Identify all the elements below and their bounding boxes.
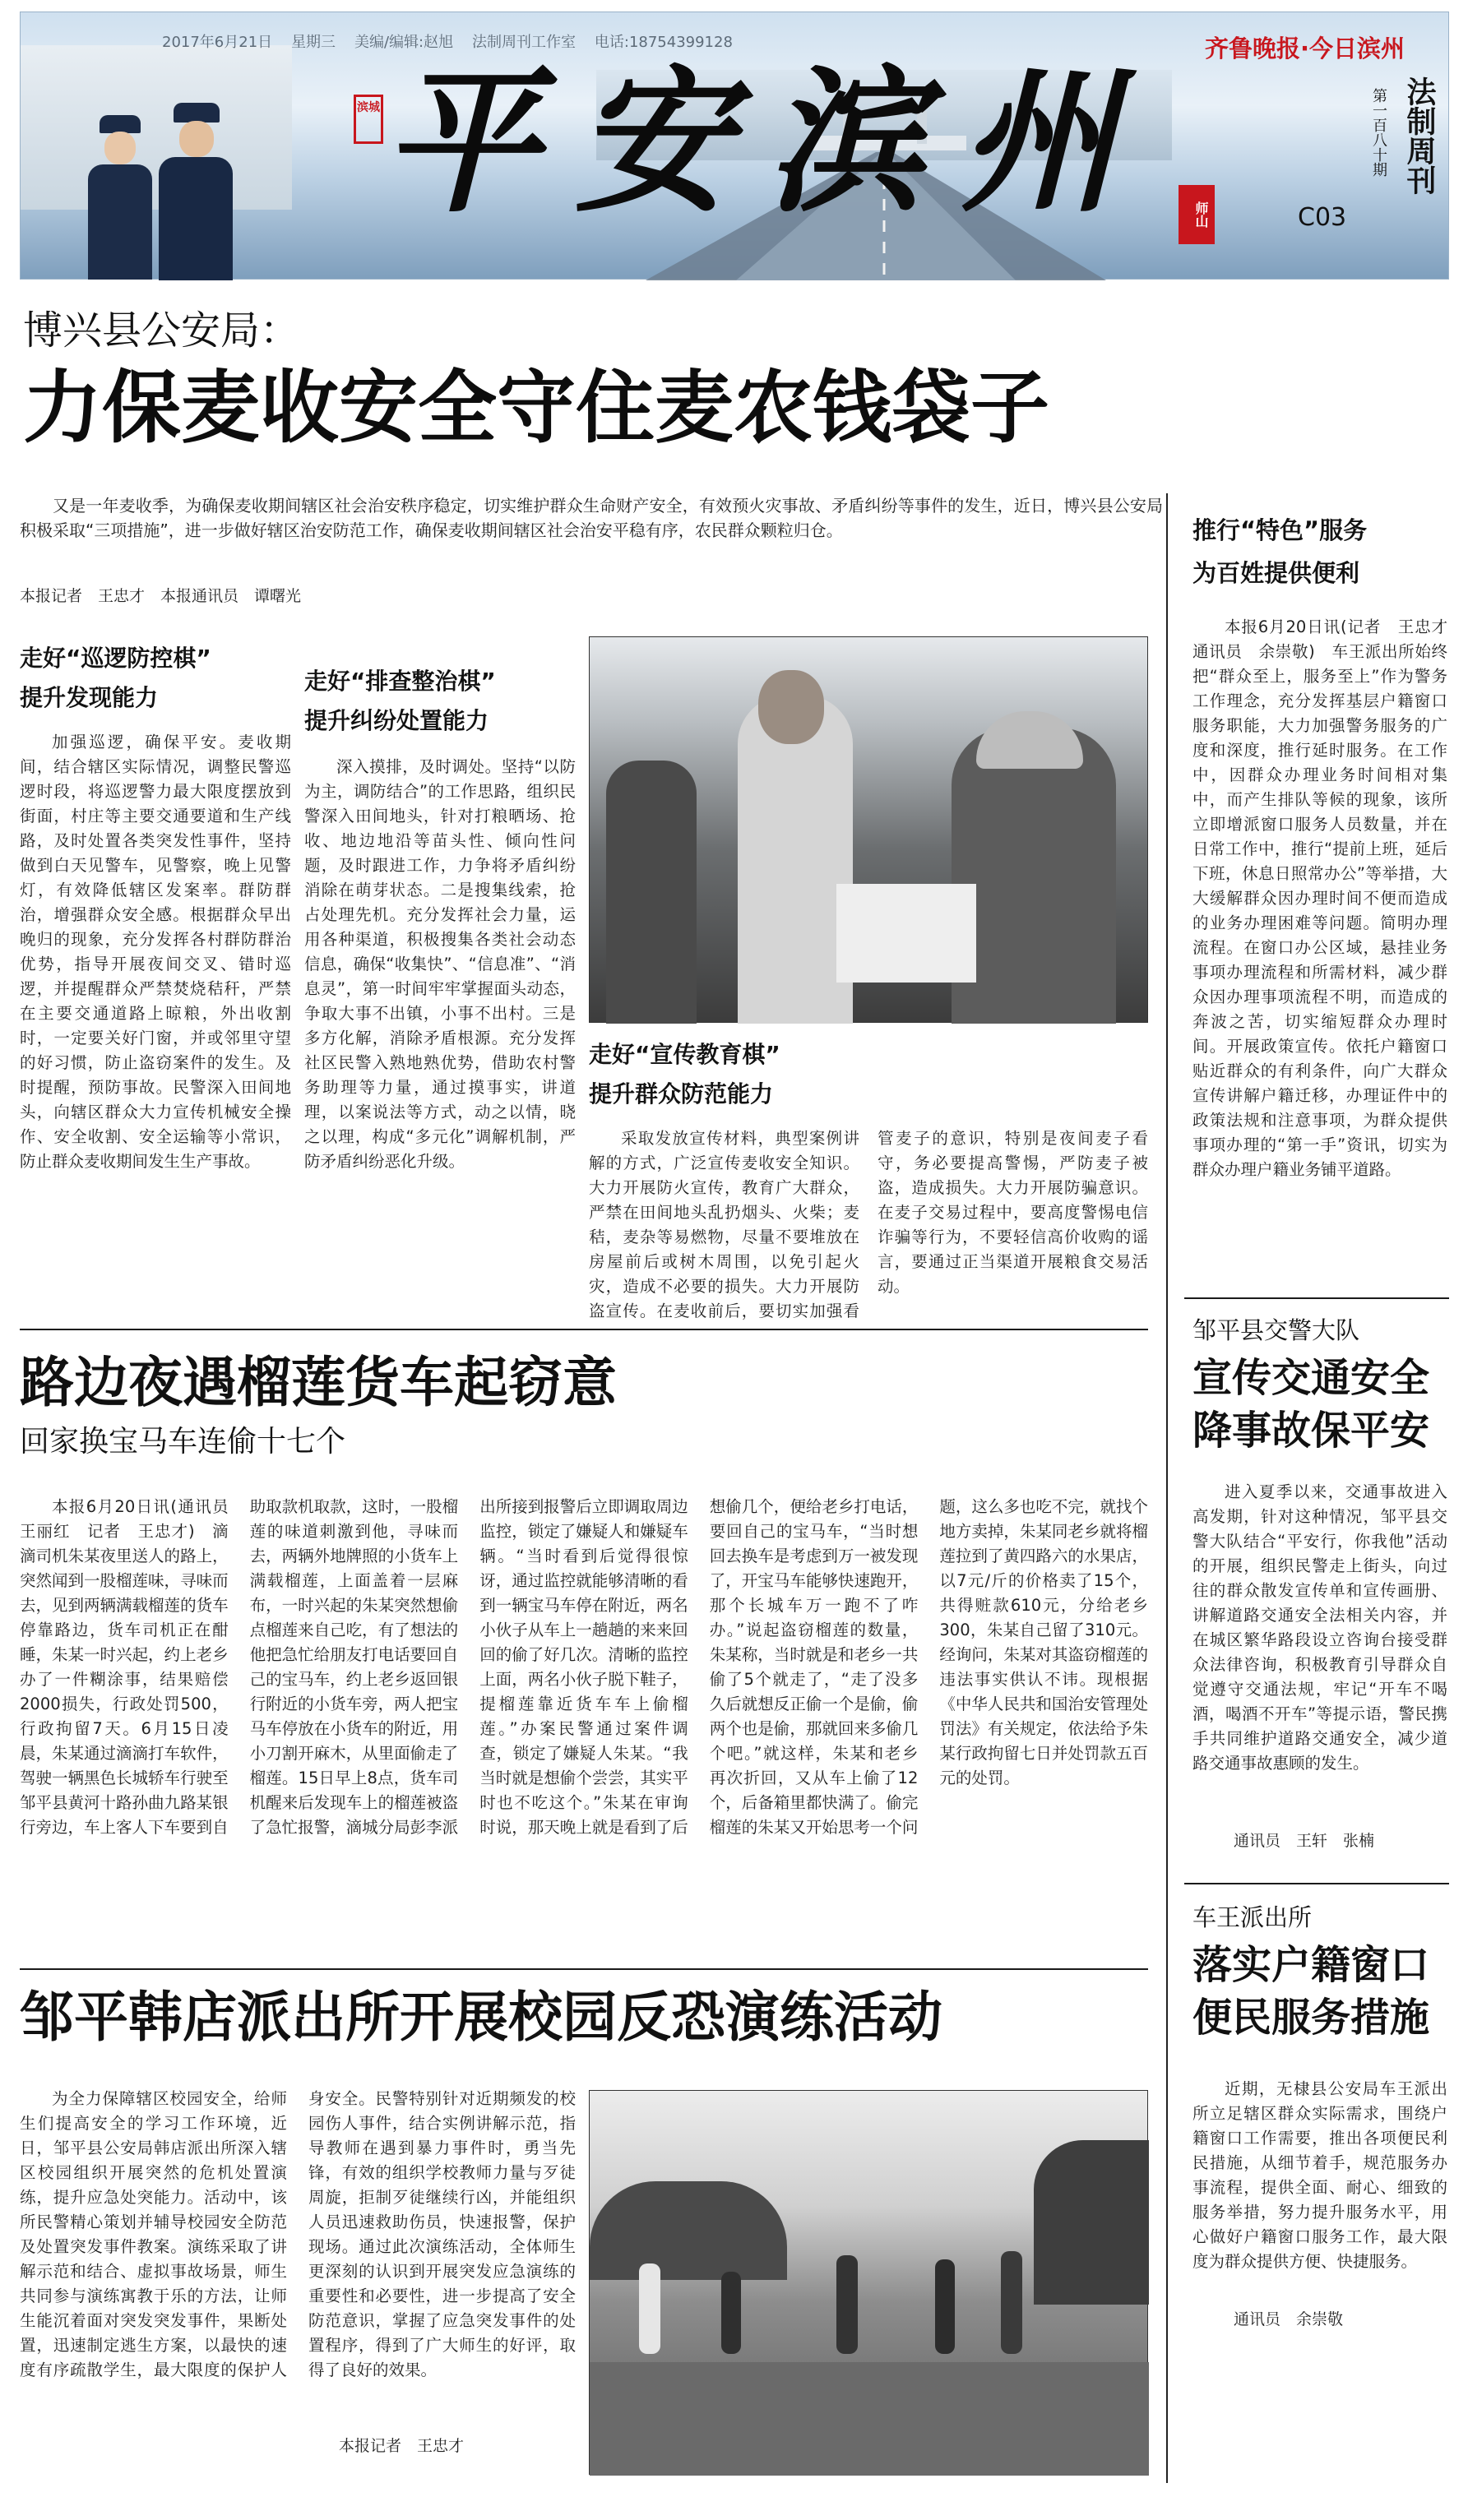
side2-subtitle: 降事故保平安 bbox=[1192, 1408, 1430, 1454]
article2-subhead: 回家换宝马车连偷十七个 bbox=[20, 1425, 346, 1459]
section-subtitle: 提升纠纷处置能力 bbox=[304, 707, 489, 734]
article3-headline: 邹平韩店派出所开展校园反恐演练活动 bbox=[20, 1986, 942, 2049]
section-subtitle: 提升群众防范能力 bbox=[589, 1080, 774, 1107]
issue-number: 第一百八十期 bbox=[1370, 88, 1387, 177]
editor-credit: 美编/编辑:赵旭 bbox=[354, 34, 454, 51]
article1-kicker: 博兴县公安局： bbox=[23, 307, 300, 354]
article1-byline: 本报记者 王忠才 本报通讯员 谭曙光 bbox=[20, 587, 302, 605]
side2-kicker: 邹平县交警大队 bbox=[1192, 1316, 1360, 1344]
red-seal: 滨城 bbox=[354, 95, 383, 144]
section-body: 加强巡逻，确保平安。麦收期间，结合辖区实际情况，调整民警巡逻时段，将巡逻警力最大限度摆放到街面，村庄等主要交通要道和生产线路，及时处置各类突发性事件，坚持做到白天见警车，见警察，晚上见警灯，有效降低辖区发案率。群防群治，增强群众安全感。根据群众早出晚归的现象，充分发挥各村群防群治优势，指导开展夜间交叉、错时巡逻，并提醒群众严禁焚烧秸秆，严禁在主要交通道路上晾粮，外出收割时，一定要关好门窗，并或邻里守望的好习惯，防止盗窃案件的发生。及时提醒，预防事故。民警深入田间地头，向辖区群众大力宣传机械安全操作、安全收割、安全运输等小常识，防止群众麦收期间发生生产事故。 bbox=[20, 733, 291, 1171]
column-name: 法制周刊 bbox=[1402, 76, 1436, 195]
police-officer-image bbox=[88, 115, 152, 280]
side3-byline: 通讯员 余崇敬 bbox=[1234, 2310, 1344, 2328]
article1-lead: 又是一年麦收季，为确保麦收期间辖区社会治安秩序稳定，切实维护群众生命财产安全，有效预火灾事故、矛盾纠纷等事件的发生，近日，博兴县公安局积极采取“三项措施”，进一步做好辖区治安防范工作，确保麦收期间辖区社会治安平稳有序，农民群众颗粒归仓。 bbox=[20, 496, 1163, 540]
section-title: 走好“排查整治棋” bbox=[304, 668, 496, 695]
column-divider bbox=[1166, 493, 1168, 2483]
divider-line bbox=[1184, 1297, 1449, 1299]
article2-body: 本报6月20日讯(通讯员 王丽红 记者 王忠才) 滴滴司机朱某夜里送人的路上，突然闻到一股榴莲味，寻味而去，见到两辆满载榴莲的货车停靠路边，货车司机正在酣睡，朱某一时兴起，约上老乡办了一件糊涂事，结果赔偿2000损失，行政处罚500，行政拘留7天。6月15日凌晨，朱某通过滴滴打车软件，驾驶一辆黑色长城轿车行驶至邹平县黄河十路孙曲九路某银行旁边，车上客人下车要到自助取款机取款，这时，一股榴莲的味道刺激到他，寻味而去，两辆外地牌照的小货车上满载榴莲，上面盖着一层麻布，一时兴起的朱某突然想偷点榴莲来自己吃，有了想法的他把急忙给朋友打电话要回自己的宝马车，约上老乡返回银行附近的小货车旁，两人把宝马车停放在小货车的附近，用小刀割开麻木，从里面偷走了榴莲。15日早上8点，货车司机醒来后发现车上的榴莲被盗了急忙报警，滴城分局彭李派出所接到报警后立即调取周边监控，锁定了嫌疑人和嫌疑车辆。“当时看到后觉得很惊讶，通过监控就能够清晰的看到一辆宝马车停在附近，两名小伙子从车上一趟趟的来来回回的偷了好几次。清晰的监控上面，两名小伙子脱下鞋子，提榴莲靠近货车车上偷榴莲。”办案民警通过案件调查，锁定了嫌疑人朱某。“我当时就是想偷个尝尝，其实平时也不吃这个。”朱某在审询时说，那天晚上就是看到了后想偷几个，便给老乡打电话，要回自己的宝马车，“当时想回去换车是考虑到万一被发现了，开宝马车能够快速跑开，那个长城车万一跑不了咋办。”说起盗窃榴莲的数量，朱某称，当时就是和老乡一共偷了5个就走了，“走了没多久后就想反正偷一个是偷，偷两个也是偷，那就回来多偷几个吧。”就这样，朱某和老乡再次折回，又从车上偷了12个，后备箱里都快满了。偷完榴莲的朱某又开始思考一个问题，这么多也吃不完，就找个地方卖掉，朱某同老乡就将榴莲拉到了黄四路六的水果店，以7元/斤的价格卖了15个，共得赃款610元，分给老乡300，朱某自己留了310元。经询问，朱某对其盗窃榴莲的违法事实供认不讳。现根据《中华人民共和国治安管理处罚法》有关规定，依法给予朱某行政拘留七日并处罚款五百元的处罚。 bbox=[20, 1497, 1148, 1837]
side2-title: 宣传交通安全 bbox=[1192, 1355, 1430, 1401]
side3-title: 落实户籍窗口 bbox=[1192, 1942, 1430, 1988]
divider-line bbox=[20, 1329, 1148, 1330]
page-number: C03 bbox=[1298, 203, 1347, 232]
divider-line bbox=[20, 1968, 1148, 1970]
office-name: 法制周刊工作室 bbox=[471, 34, 576, 51]
brand-name: 齐鲁晚报·今日滨州 bbox=[1205, 35, 1405, 62]
section-title: 走好“宣传教育棋” bbox=[589, 1041, 780, 1068]
article3-byline: 本报记者 王忠才 bbox=[339, 2437, 465, 2455]
masthead-title: 平安滨州 bbox=[382, 50, 1153, 234]
side1-body: 本报6月20日讯(记者 王忠才 通讯员 余崇敬) 车王派出所始终把“群众至上，服务至上”作为警务工作理念，充分发挥基层户籍窗口服务职能，大力加强警务服务的广度和深度，推行延时服务。在工作中，因群众办理业务时间相对集中，而产生排队等候的现象，该所立即增派窗口服务人员数量，并在日常工作中，推行“提前上班，延后下班，休息日照常办公”等举措，大大缓解群众因办理时间不便而造成的业务办理困难等问题。简明办理流程。在窗口办公区域，悬挂业务事项办理流程和所需材料，减少群众因办理事项流程不明，而造成的奔波之苦，切实缩短群众办理时间。开展政策宣传。依托户籍窗口贴近群众的有利条件，向广大群众宣传讲解户籍迁移，办理证件中的政策法规和注意事项，为群众提供事项办理的“第一手”资讯，切实为群众办理户籍业务铺平道路。 bbox=[1192, 617, 1464, 1179]
side2-body: 进入夏季以来，交通事故进入高发期，针对这种情况，邹平县交警大队结合“平安行，你我他”活动的开展，组织民警走上街头，向过往的群众散发宣传单和宣传画册、讲解道路交通安全法相关内容，并在城区繁华路段设立咨询台接受群众法律咨询，积极教育引导群众自觉遵守交通法规，牢记“开车不喝酒，喝酒不开车”等提示语，警民携手共同维护道路交通安全，减少道路交通事故惠顾的发生。 bbox=[1192, 1482, 1447, 1773]
red-seal-2: 师山 bbox=[1179, 185, 1215, 244]
divider-line bbox=[1184, 1883, 1449, 1884]
side2-byline: 通讯员 王轩 张楠 bbox=[1234, 1832, 1375, 1850]
article2-headline: 路边夜遇榴莲货车起窃意 bbox=[20, 1351, 617, 1414]
wheat-market-photo bbox=[589, 636, 1148, 1023]
masthead-banner bbox=[20, 12, 1449, 280]
masthead-meta bbox=[162, 30, 733, 52]
section-body: 采取发放宣传材料，典型案例讲解的方式，广泛宣传麦收安全知识。大力开展防火宣传，教育广大群众，严禁在田间地头乱扔烟头、火柴；麦秸，麦杂等易燃物，尽量不要堆放在房屋前后或树木周围，以免引起火灾，造成不必要的损失。大力开展防盗宣传。在麦收前后，要切实加强看管麦子的意识，特别是夜间麦子看守，务必要提高警惕，严防麦子被盗，造成损失。大力开展防骗意识。在麦子交易过程中，要高度警惕电信诈骗等行为，不要轻信高价收购的谣言，要通过正当渠道开展粮食交易活动。 bbox=[589, 1129, 1148, 1320]
issue-weekday: 星期三 bbox=[291, 34, 336, 51]
side3-kicker: 车王派出所 bbox=[1192, 1903, 1313, 1931]
police-officer-image bbox=[159, 103, 233, 280]
section-subtitle: 提升发现能力 bbox=[20, 684, 159, 711]
side1-title: 推行“特色”服务 bbox=[1192, 516, 1368, 544]
article1-headline: 力保麦收安全守住麦农钱袋子 bbox=[23, 362, 1049, 454]
section-body: 深入摸排，及时调处。坚持“以防为主，调防结合”的工作思路，组织民警深入田间地头，针对打粮晒场、抢收、地边地沿等苗头性、倾向性问题，及时跟进工作，力争将矛盾纠纷消除在萌芽状态。二是搜集线索，抢占处理先机。充分发挥社会力量，运用各种渠道，积极搜集各类社会动态信息，确保“收集快”、“信息准”、“消息灵”，第一时间牢牢掌握面头动态，争取大事不出镇，小事不出村。三是多方化解，消除矛盾根源。充分发挥社区民警入熟地熟优势，借助农村警务助理等力量，通过摸事实，讲道理，以案说法等方式，动之以情，晓之以理，构成“多元化”调解机制，严防矛盾纠纷恶化升级。 bbox=[304, 757, 576, 1171]
side1-subtitle: 为百姓提供便利 bbox=[1192, 559, 1360, 587]
section-title: 走好“巡逻防控棋” bbox=[20, 645, 211, 672]
article3-body: 为全力保障辖区校园安全，给师生们提高安全的学习工作环境，近日，邹平县公安局韩店派出所深入辖区校园组织开展突然的危机处置演练，提升应急处突能力。活动中，该所民警精心策划并辅导校园安全防范及处置突发事件教案。演练采取了讲解示范和结合、虚拟事故场景，师生共同参与演练寓教于乐的方法，让师生能沉着面对突发突发事件，果断处置，迅速制定逃生方案，以最快的速度有序疏散学生，最大限度的保护人身安全。民警特别针对近期频发的校园伤人事件，结合实例讲解示范，指导教师在遇到暴力事件时，勇当先锋，有效的组织学校教师力量与歹徒周旋，拒制歹徒继续行凶，并能组织人员迅速救助伤员，快速报警，保护现场。通过此次演练活动，全体师生更深刻的认识到开展突发应急演练的重要性和必要性，进一步提高了安全防范意识，掌握了应急突发事件的处置程序，得到了广大师生的好评，取得了良好的效果。 bbox=[20, 2089, 576, 2379]
side3-body: 近期，无棣县公安局车王派出所立足辖区群众实际需求，围绕户籍窗口工作需要，推出各项便民利民措施，从细节着手，规范服务办事流程，提供全面、耐心、细致的服务举措，努力提升服务水平，用心做好户籍窗口服务工作，最大限度为群众提供方便、快捷服务。 bbox=[1192, 2079, 1447, 2271]
school-drill-photo bbox=[589, 2090, 1148, 2475]
side3-subtitle: 便民服务措施 bbox=[1192, 1995, 1430, 2041]
issue-date: 2017年6月21日 bbox=[162, 34, 273, 51]
office-phone: 电话:18754399128 bbox=[594, 34, 733, 51]
